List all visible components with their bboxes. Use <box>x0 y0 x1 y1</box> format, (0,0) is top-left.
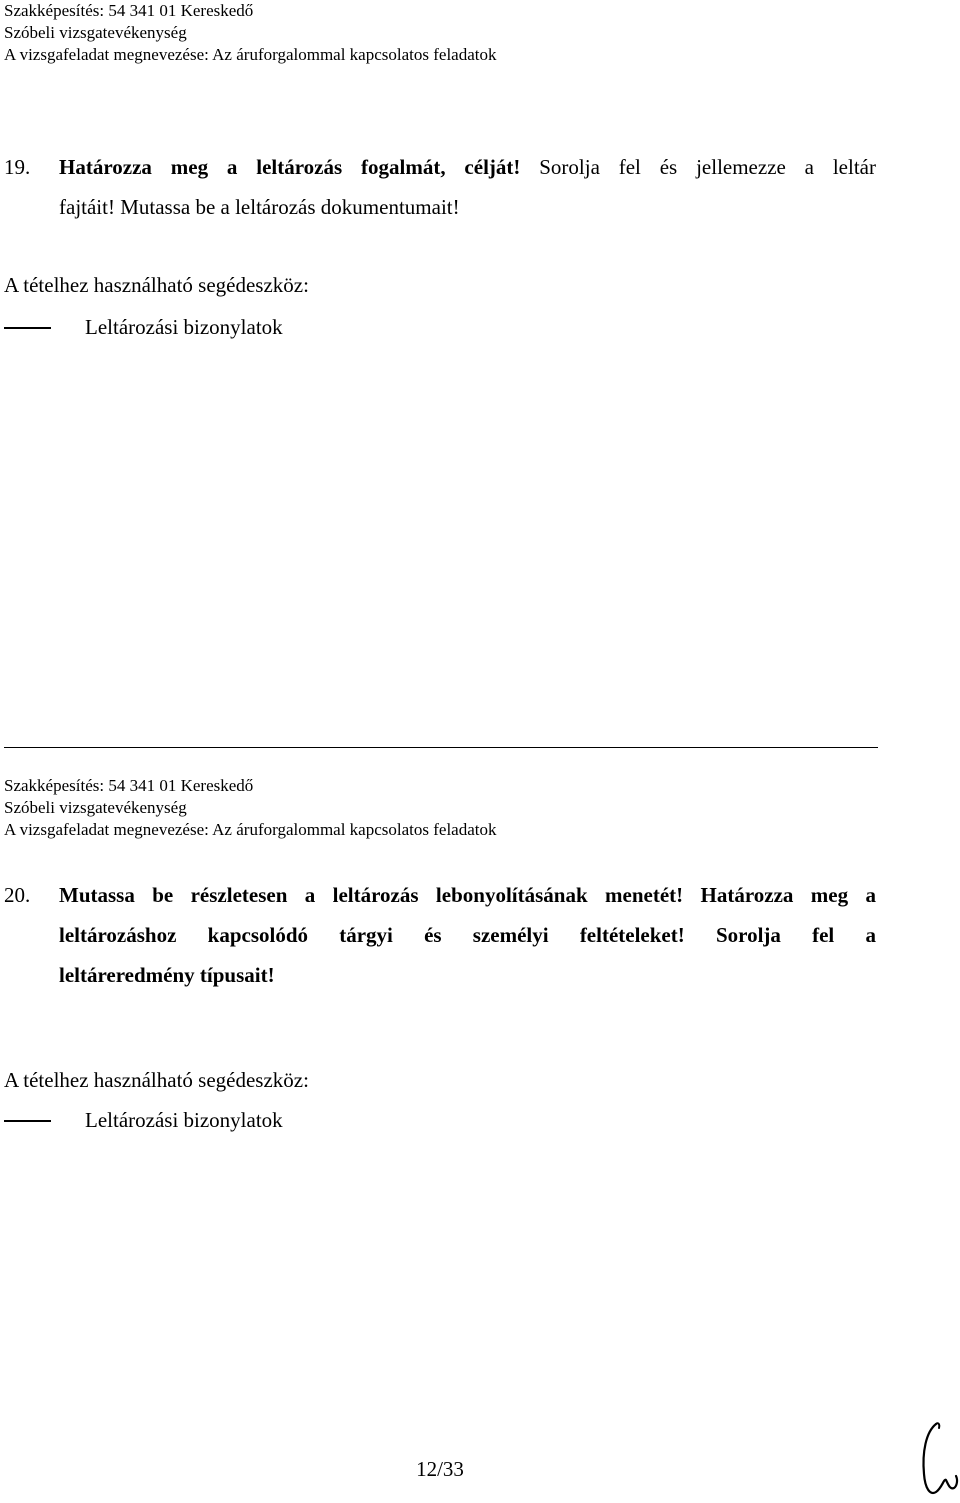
header-exam-activity: Szóbeli vizsgatevékenység <box>4 798 187 817</box>
aid-item-label: Leltározási bizonylatok <box>85 315 283 339</box>
question-19 <box>4 147 876 227</box>
question-number: 20. <box>4 883 31 907</box>
page-number: 12/33 <box>416 1457 464 1481</box>
question-text-line2: fajtáit! Mutassa be a leltározás dokumentumait! <box>59 195 460 219</box>
question-number: 19. <box>4 155 31 179</box>
header-task-name: A vizsgafeladat megnevezése: Az áruforgalommal kapcsolatos feladatok <box>4 820 497 839</box>
aid-item-label: Leltározási bizonylatok <box>85 1108 283 1132</box>
header-exam-activity: Szóbeli vizsgatevékenység <box>4 23 187 42</box>
page-divider <box>4 747 878 748</box>
question-text-line1: Mutassa be részletesen a leltározás lebonyolításának menetét! Határozza meg a <box>59 883 876 907</box>
aid-title: A tételhez használható segédeszköz: <box>4 273 309 297</box>
signature-mark <box>918 1418 960 1500</box>
page-header <box>4 775 497 841</box>
page-header <box>4 0 497 66</box>
header-qualification: Szakképesítés: 54 341 01 Kereskedő <box>4 776 254 795</box>
question-20 <box>4 875 876 995</box>
question-regular-text: Sorolja fel és jellemezze a leltár <box>520 155 876 179</box>
aid-list-item <box>4 1107 283 1133</box>
question-bold-text: Határozza meg a leltározás fogalmát, célját! <box>59 155 521 179</box>
aid-title: A tételhez használható segédeszköz: <box>4 1068 309 1092</box>
dash-bullet-icon <box>4 327 51 329</box>
header-qualification: Szakképesítés: 54 341 01 Kereskedő <box>4 1 254 20</box>
question-text-line1 <box>59 147 876 187</box>
header-task-name: A vizsgafeladat megnevezése: Az áruforgalommal kapcsolatos feladatok <box>4 45 497 64</box>
question-text-line2: leltározáshoz kapcsolódó tárgyi és személyi feltételeket! Sorolja fel a <box>59 923 876 947</box>
dash-bullet-icon <box>4 1120 51 1122</box>
question-text-line3: leltáreredmény típusait! <box>59 963 275 987</box>
aid-list-item <box>4 314 283 340</box>
